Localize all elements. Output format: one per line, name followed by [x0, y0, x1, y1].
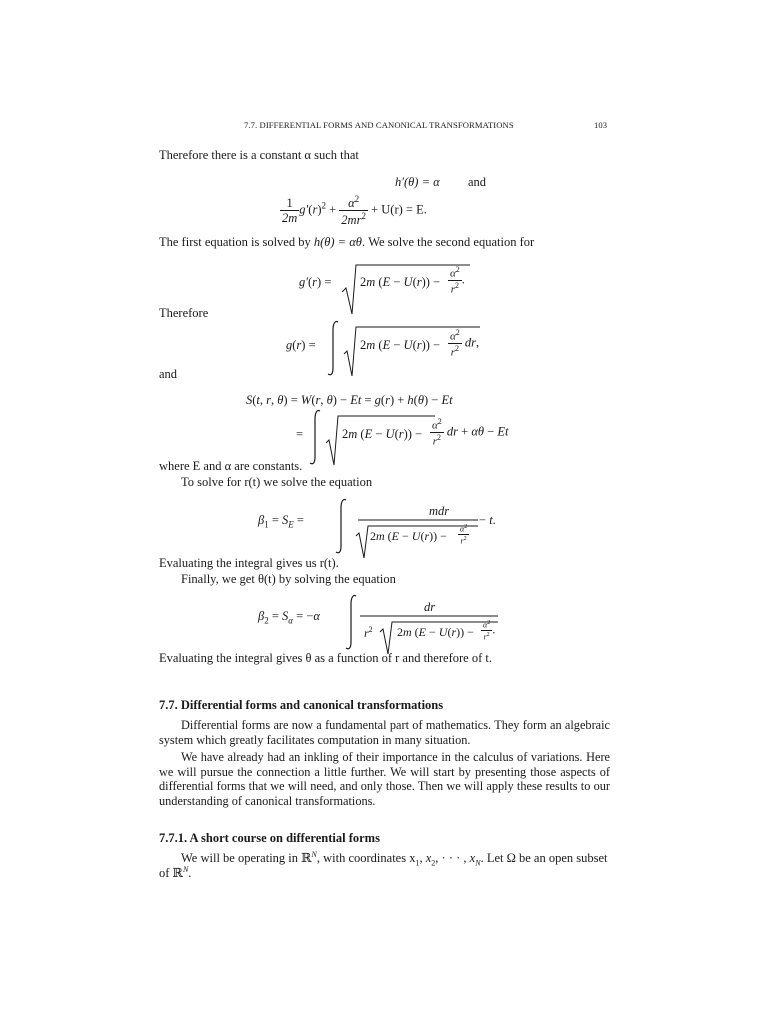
equation-action-rhs-eq: = [296, 427, 304, 441]
running-title: 7.7. DIFFERENTIAL FORMS AND CANONICAL TRANSFORMATIONS [244, 120, 514, 130]
subsection-text-b: , with coordinates x [316, 851, 416, 866]
finally-line: Finally, we get θ(t) by solving the equation [181, 572, 396, 586]
equation-beta2-num: dr [424, 600, 436, 614]
equation-beta2-r2: $r^2$ [364, 625, 373, 640]
equation-h-prime-text: h′(θ) = α [395, 175, 440, 189]
equation-action: S(t, r, θ) = W(r, θ) − Et = g(r) + h(θ) − Et [246, 393, 453, 407]
section-paragraph-2 [159, 750, 610, 808]
equation-beta1-num: mdr [429, 504, 450, 518]
subsection-heading: 7.7.1. A short course on differential forms [159, 831, 380, 845]
h-solution: h(θ) = αθ [313, 235, 362, 249]
equation-h-prime [395, 176, 486, 189]
alpha-frac-2: $\frac{\alpha^2}{r^2}$ dr, [450, 328, 480, 359]
section-paragraph-1 [159, 718, 610, 747]
page-number: 103 [594, 120, 608, 130]
section-paragraph-1-text: Differential forms are now a fundamental part of mathematics. They form an algebraic system which greatly facilitates computation in many situation. [159, 718, 610, 747]
equation-g-rhs: 2m (E − U(r)) − [360, 338, 441, 352]
therefore-label: Therefore [159, 306, 209, 320]
equation-g-lhs: g(r) = [286, 338, 316, 352]
intro-line: Therefore there is a constant α such that [159, 148, 359, 162]
section-heading: 7.7. Differential forms and canonical transformations [159, 698, 444, 712]
subsection-text-a: We will be operating in ℝ [181, 851, 312, 866]
equation-beta2-den: 2m (E − U(r)) − [397, 625, 474, 639]
solve-r-line: To solve for r(t) we solve the equation [181, 475, 373, 489]
eval-theta-line: Evaluating the integral gives θ as a function of r and therefore of t. [159, 651, 492, 665]
solution-line-a: The first equation is solved by [159, 235, 311, 249]
equation-g-prime-lhs: g′(r) = [299, 275, 332, 289]
and-label: and [159, 367, 178, 381]
subsection-line-1: We will be operating in ℝ$^N$, with coordinates $x_1$, $x_2$, · · · , $x_N$. Let Ω be an open subset [181, 850, 608, 868]
alpha-frac-3: $\frac{\alpha^2}{r^2}$ dr + αθ − Et [432, 417, 509, 448]
equation-beta1-tail: − t. [479, 513, 496, 527]
alpha-frac-1: $\frac{\alpha^2}{r^2}$ . [450, 265, 465, 296]
equation-beta1-den: 2m (E − U(r)) − [370, 529, 447, 543]
equation-energy: $\frac{1}{2m}$ $g'(r)^2$ + $\frac{\alpha^2}{2mr^2}$ + U(r) = E. [282, 194, 427, 227]
equation-g-prime-rhs: 2m (E − U(r)) − [360, 275, 441, 289]
eval-r-line: Evaluating the integral gives us r(t). [159, 556, 339, 570]
where-line: where E and α are constants. [159, 459, 303, 473]
solution-line-b: . We solve the second equation for [361, 235, 535, 249]
equation-and: and [467, 175, 487, 189]
equation-energy-tail: + U(r) = E. [371, 202, 427, 217]
equation-action-rhs: 2m (E − U(r)) − [342, 427, 423, 441]
equation-beta2-lhs: $\beta_2 = S_\alpha = -\alpha$ [258, 609, 320, 626]
subsection-text-d: of ℝ [159, 866, 183, 881]
subsection-text-c: . Let Ω be an open subset [480, 851, 608, 866]
alpha-frac-5: $\frac{\alpha^2}{r^2}$ . [483, 620, 496, 642]
solution-line [159, 236, 534, 249]
alpha-frac-4: $\frac{\alpha^2}{r^2}$ [460, 524, 468, 546]
equation-beta1-lhs: $\beta_1 = S_E$ = [258, 513, 304, 530]
section-paragraph-2-text: We have already had an inkling of their importance in the calculus of variations. Here we will pursue the connection a little further. We will start by presenting those aspects of differential forms that we will need, and only those. Then we will apply these results to our understanding of canonical transformations. [159, 750, 610, 808]
subsection-line-2: of ℝ$^N$. [159, 865, 192, 881]
